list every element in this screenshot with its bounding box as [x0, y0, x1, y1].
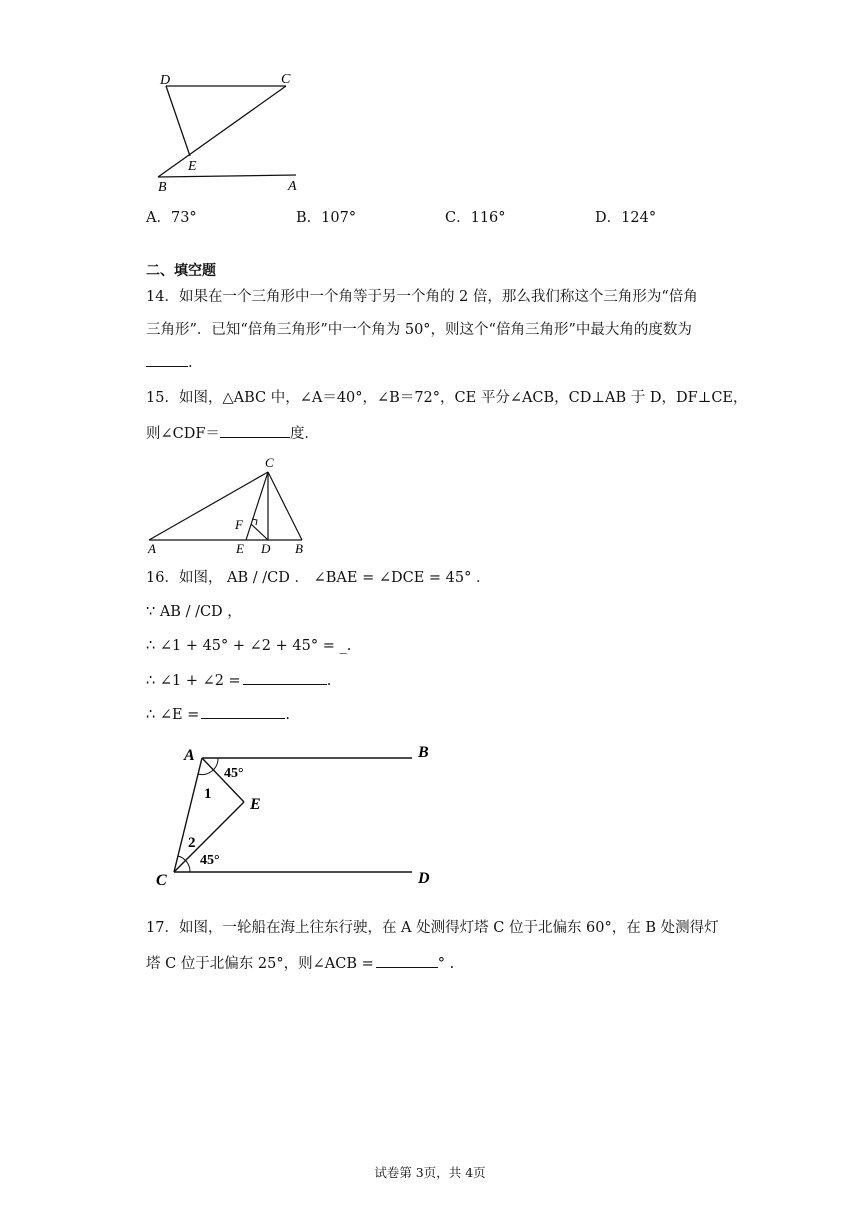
q15-line1: 15．如图，△ABC 中，∠A＝40°，∠B＝72°，CE 平分∠ACB，CD⊥AB 于 D，DF⊥CE，: [146, 390, 748, 406]
q14-line2: 三角形”．已知“倍角三角形”中一个角为 50°，则这个“倍角三角形”中最大角的度数为: [146, 322, 692, 338]
label-c: C: [156, 872, 167, 889]
label-e: E: [236, 541, 244, 556]
q16-line1: 16．如图， AB / /CD ． ∠BAE = ∠DCE = 45° ．: [146, 570, 491, 586]
angle-label-2: 2: [188, 835, 196, 851]
angle-label-45-top: 45°: [224, 766, 244, 781]
q14-line1: 14．如果在一个三角形中一个角等于另一个角的 2 倍，那么我们称这个三角形为“倍角: [146, 289, 698, 305]
label-b: B: [295, 541, 303, 556]
label-a: A: [184, 747, 195, 764]
label-b: B: [158, 180, 167, 195]
label-e: E: [188, 159, 197, 174]
q16-line5-end: .: [285, 707, 290, 723]
q16-line4: [146, 670, 331, 691]
label-d: D: [160, 73, 171, 88]
q17-line2-end: ° .: [437, 956, 455, 972]
section-title: 二、填空题: [146, 263, 216, 279]
q17-line1: 17．如图，一轮船在海上往东行驶，在 A 处测得灯塔 C 位于北偏东 60°，在 B 处测得灯: [146, 920, 719, 936]
segment-ac: [174, 758, 202, 872]
label-b: B: [418, 744, 429, 761]
label-a: A: [148, 541, 156, 556]
option-b-letter: B．: [296, 210, 322, 226]
option-d-value: 124°: [621, 210, 657, 226]
q16-line3: ∴ ∠1 + 45° + ∠2 + 45° = _.: [146, 638, 352, 654]
q17-line2: [146, 953, 454, 974]
q16-line4-end: .: [326, 673, 332, 689]
segment-ba: [158, 175, 296, 177]
angle-label-1: 1: [204, 786, 212, 802]
q16-line5: [146, 704, 290, 725]
q14-answer-blank[interactable]: [146, 352, 188, 367]
figure-q13: [150, 66, 320, 196]
angle-label-45-bottom: 45°: [200, 853, 220, 868]
q16-angle-e-blank[interactable]: [201, 704, 285, 719]
q14-line3: [146, 352, 193, 373]
option-a[interactable]: [146, 208, 197, 228]
figure-q15: [140, 452, 320, 558]
option-d[interactable]: [595, 208, 656, 228]
option-c-value: 116°: [470, 210, 506, 226]
label-c: C: [265, 455, 274, 470]
page-footer: 试卷第 3页，共 4页: [374, 1165, 486, 1180]
option-b[interactable]: [296, 208, 356, 228]
label-f: F: [235, 517, 243, 532]
segment-bc: [158, 86, 286, 177]
segment-ac: [149, 472, 268, 540]
q16-line2: ∵ AB / /CD ，: [146, 604, 242, 620]
q15-line2: [146, 423, 319, 444]
q15-line2-end: 度．: [289, 426, 319, 442]
q16-line4-start: ∴ ∠1 + ∠2 =: [146, 673, 241, 689]
label-e: E: [250, 796, 261, 813]
label-a: A: [288, 179, 297, 194]
option-c[interactable]: [445, 208, 506, 228]
q15-line2-start: 则∠CDF＝: [146, 426, 220, 442]
label-d: D: [261, 541, 271, 556]
label-d: D: [418, 870, 430, 887]
q14-line3-end: .: [188, 355, 193, 371]
segment-cb: [268, 472, 302, 540]
label-c: C: [281, 72, 291, 87]
q16-sum-blank[interactable]: [243, 670, 327, 685]
option-c-letter: C．: [445, 210, 471, 226]
q15-answer-blank[interactable]: [220, 423, 290, 438]
segment-de: [166, 86, 190, 156]
option-d-letter: D．: [595, 210, 622, 226]
figure-q16: [150, 740, 450, 890]
segment-df: [251, 524, 268, 540]
option-b-value: 107°: [321, 210, 357, 226]
option-a-letter: A．: [146, 210, 171, 226]
option-a-value: 73°: [170, 210, 197, 226]
q16-line5-start: ∴ ∠E =: [146, 707, 200, 723]
q17-answer-blank[interactable]: [376, 953, 438, 968]
q17-line2-start: 塔 C 位于北偏东 25°，则∠ACB =: [146, 956, 374, 972]
